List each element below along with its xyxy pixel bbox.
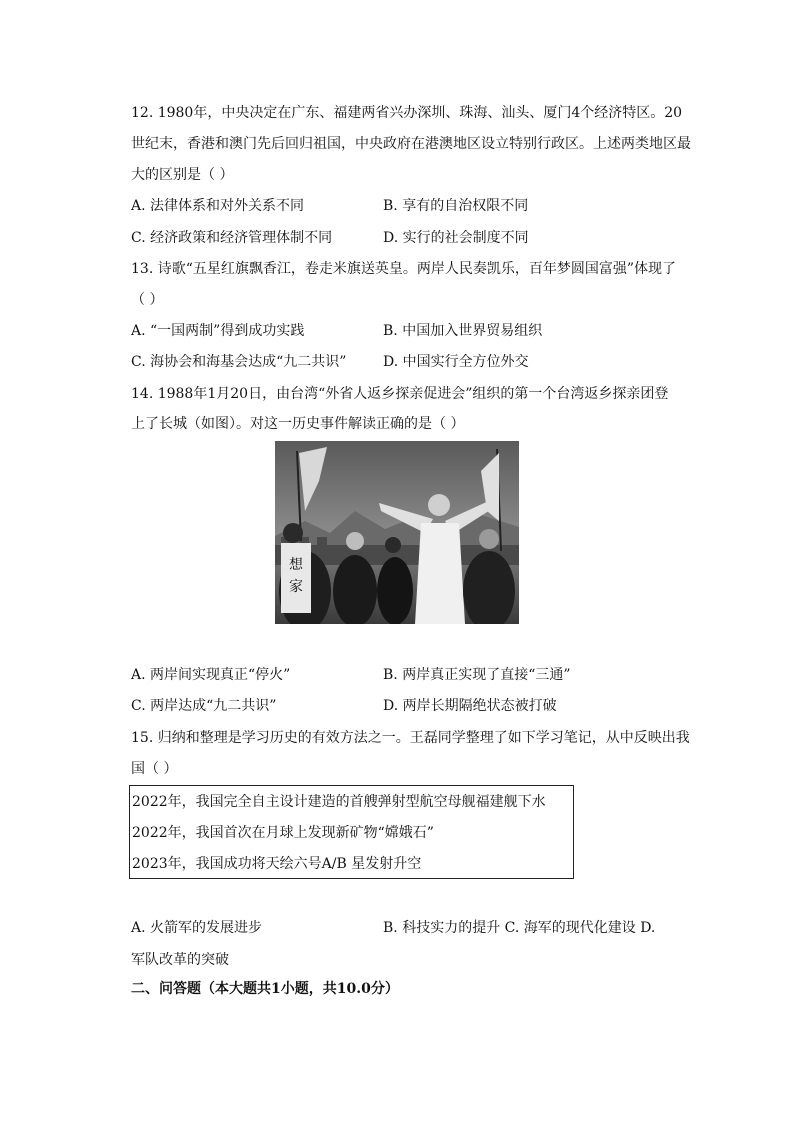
q12-stem-line2: 世纪末，香港和澳门先后回归祖国，中央政府在港澳地区设立特别行政区。上述两类地区最 xyxy=(131,136,691,152)
q12-option-d: D. 实行的社会制度不同 xyxy=(383,230,529,246)
section-2-heading: 二、问答题（本大题共1小题，共10.0分） xyxy=(131,981,399,997)
q14-stem-line2: 上了长城（如图）。对这一历史事件解读正确的是（ ） xyxy=(131,416,465,432)
q14-option-d: D. 两岸长期隔绝状态被打破 xyxy=(383,698,557,714)
q15-stem-line2: 国（ ） xyxy=(131,761,178,777)
q15-options-bcd: B. 科技实力的提升 C. 海军的现代化建设 D. xyxy=(383,920,656,936)
photo-sign-char-1: 想 xyxy=(289,557,303,573)
q13-option-c: C. 海协会和海基会达成“九二共识” xyxy=(131,354,347,370)
note-line-2: 2022年，我国首次在月球上发现新矿物“嫦娥石” xyxy=(132,825,434,841)
q15-option-d-continued: 军队改革的突破 xyxy=(131,952,229,968)
q15-option-a: A. 火箭军的发展进步 xyxy=(131,920,263,936)
q13-stem-line1: 13. 诗歌“五星红旗飘香江，卷走米旗送英皇。两岸人民奏凯乐，百年梦圆国富强”体现了 xyxy=(131,261,677,277)
note-line-3: 2023年，我国成功将天绘六号A/B 星发射升空 xyxy=(132,856,422,872)
q13-option-a: A. “一国两制”得到成功实践 xyxy=(131,323,305,339)
photo-illustration xyxy=(275,441,519,624)
q12-stem-line3: 大的区别是（ ） xyxy=(131,167,234,183)
q14-option-a: A. 两岸间实现真正“停火” xyxy=(131,667,291,683)
q15-stem-line1: 15. 归纳和整理是学习历史的有效方法之一。王磊同学整理了如下学习笔记，从中反映出我 xyxy=(131,730,690,746)
photo-sign-char-2: 家 xyxy=(289,579,303,595)
q12-option-c: C. 经济政策和经济管理体制不同 xyxy=(131,230,333,246)
q14-stem-line1: 14. 1988年1月20日，由台湾“外省人返乡探亲促进会”组织的第一个台湾返乡探亲团登 xyxy=(131,386,669,402)
q13-option-b: B. 中国加入世界贸易组织 xyxy=(383,323,543,339)
q14-option-c: C. 两岸达成“九二共识” xyxy=(131,698,277,714)
note-line-1: 2022年，我国完全自主设计建造的首艘弹射型航空母舰福建舰下水 xyxy=(132,794,546,810)
q13-option-d: D. 中国实行全方位外交 xyxy=(383,354,529,370)
q13-stem-line2: （ ） xyxy=(131,292,164,308)
great-wall-visit-photo xyxy=(275,441,519,624)
q12-option-b: B. 享有的自治权限不同 xyxy=(383,198,529,214)
q14-option-b: B. 两岸真正实现了直接“三通” xyxy=(383,667,571,683)
study-notes-box xyxy=(129,785,574,879)
q12-option-a: A. 法律体系和对外关系不同 xyxy=(131,198,305,214)
q12-stem-line1: 12. 1980年，中央决定在广东、福建两省兴办深圳、珠海、汕头、厦门4个经济特区。20 xyxy=(131,105,683,121)
